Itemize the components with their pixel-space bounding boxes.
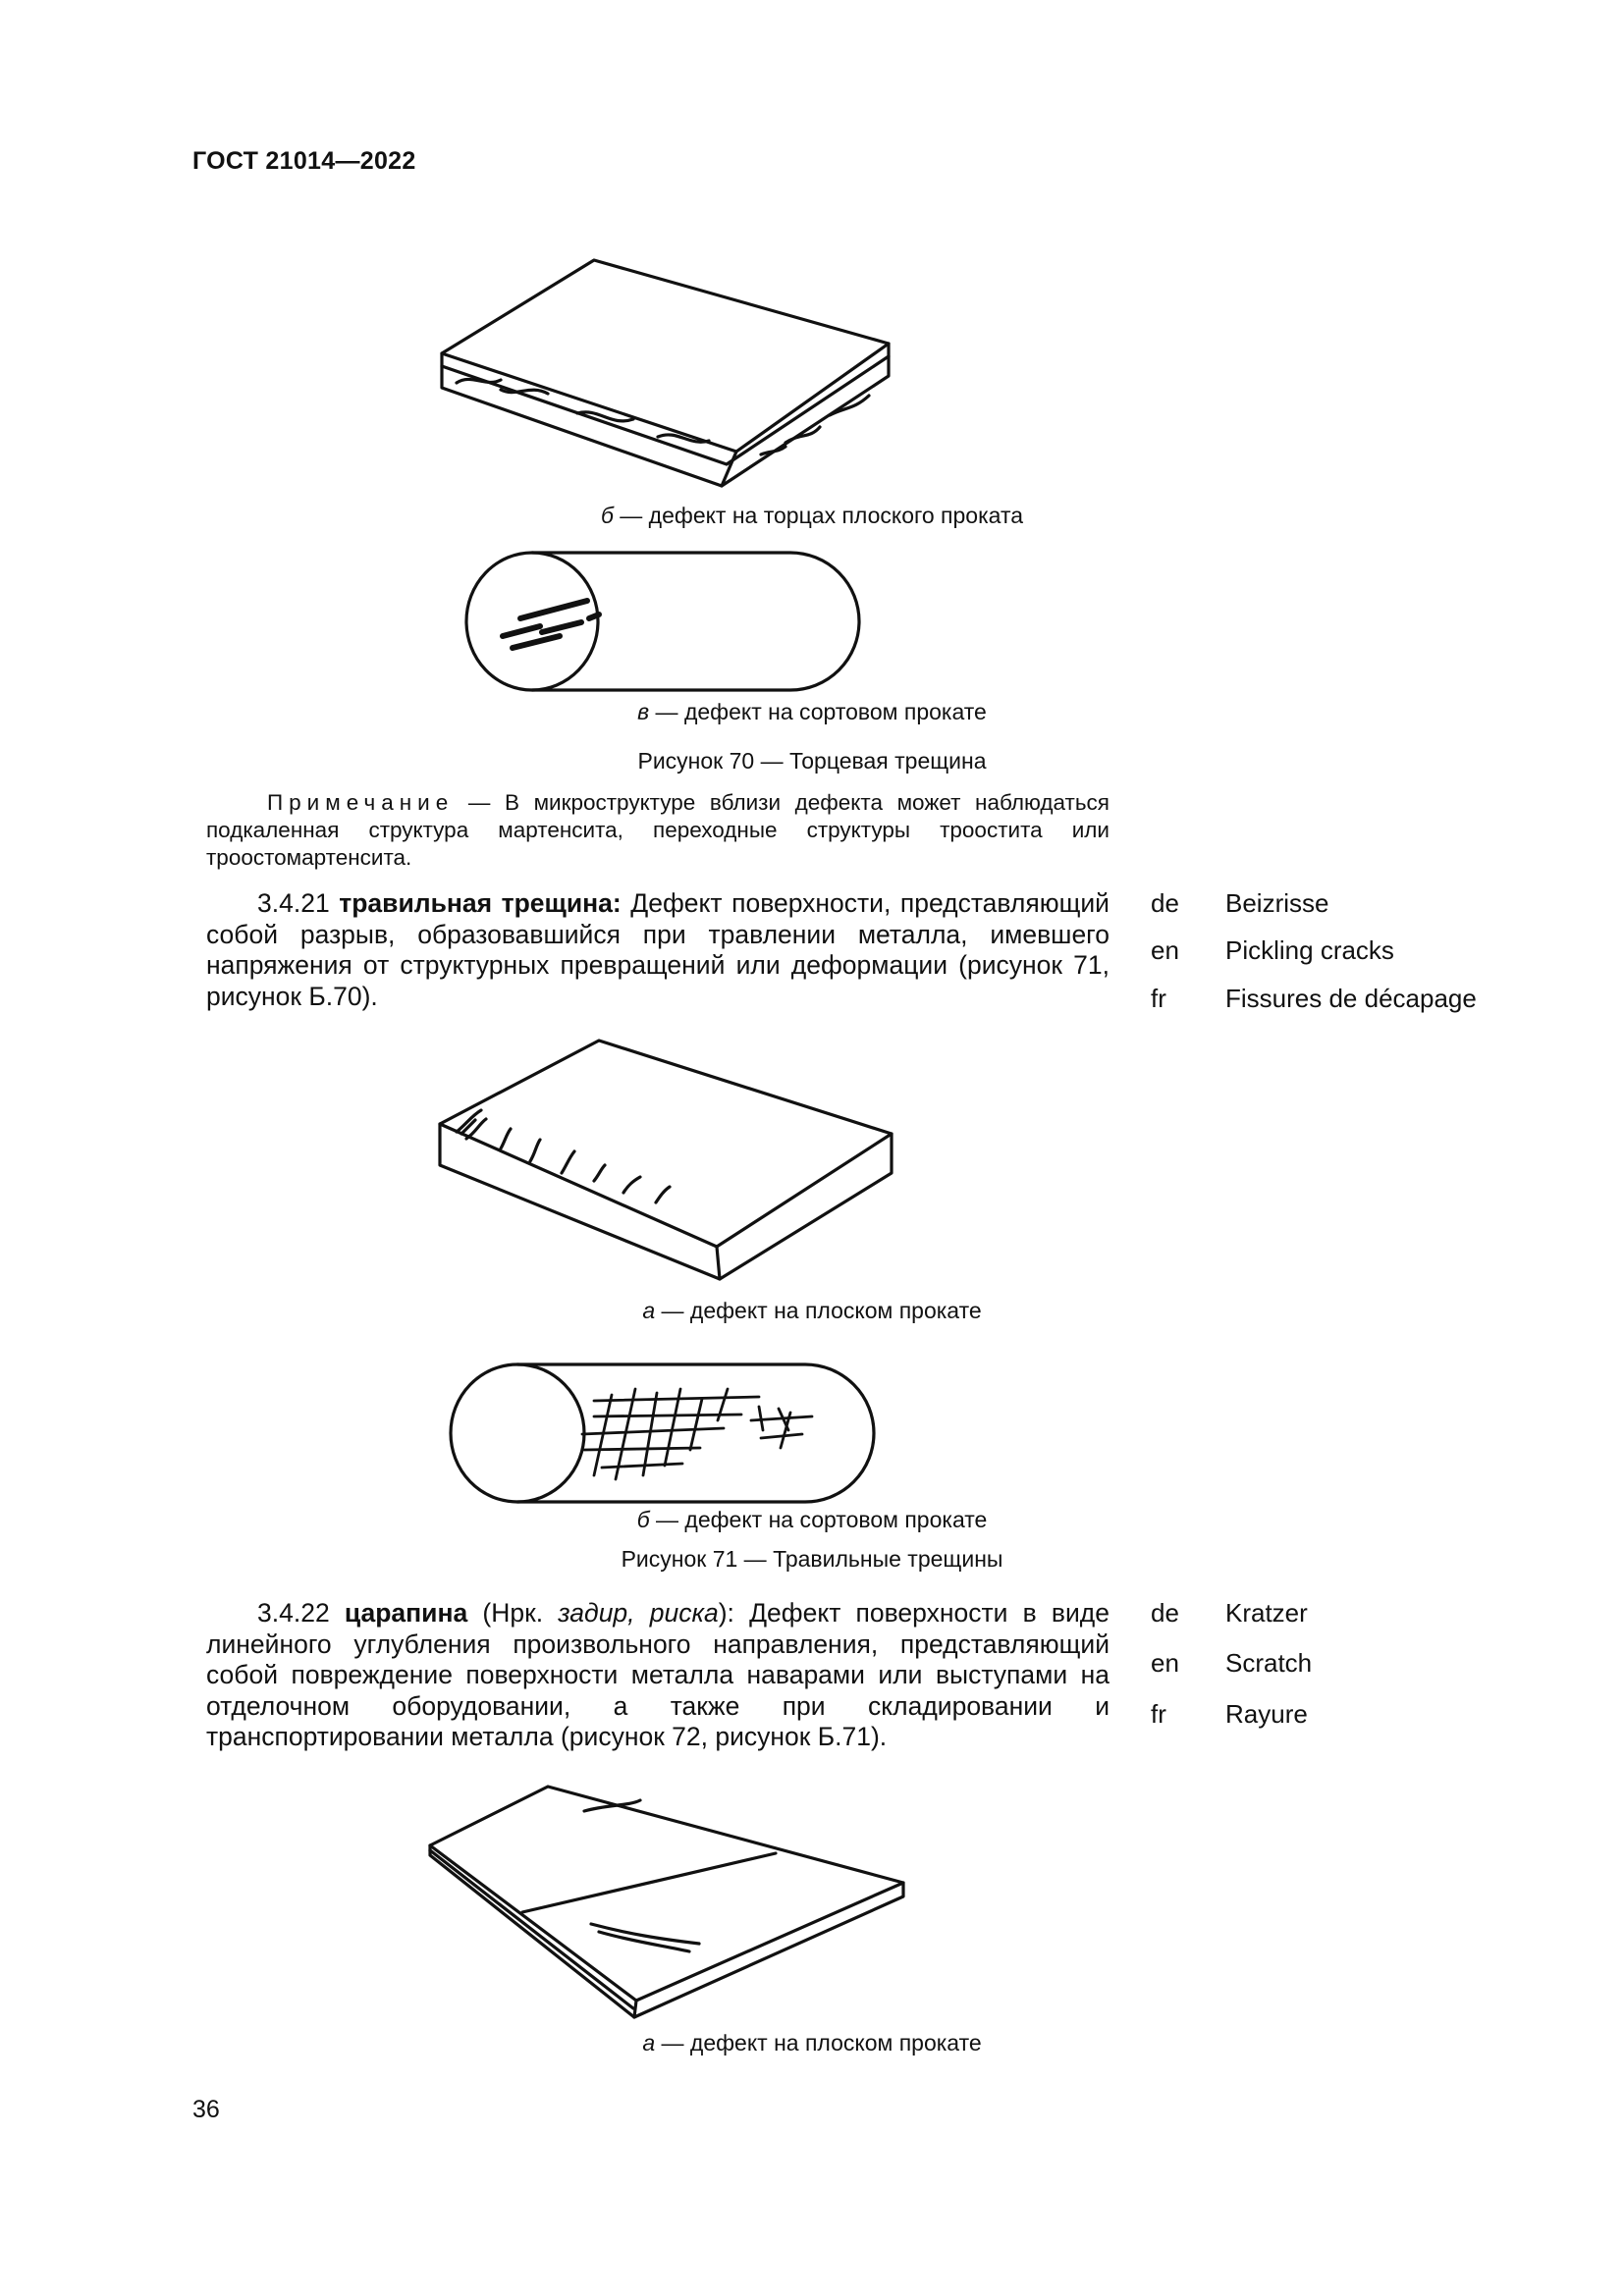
document-code-header: ГОСТ 21014—2022 bbox=[192, 147, 416, 175]
figure-72a-flat-plate-scratch-drawing bbox=[422, 1777, 913, 2022]
figure-71a-caption bbox=[0, 1298, 1624, 1324]
term-3-4-21-paragraph bbox=[206, 888, 1110, 1012]
translated-term: Rayure bbox=[1225, 1699, 1308, 1729]
caption-text: — дефект на торцах плоского проката bbox=[613, 503, 1024, 528]
figure-71a-flat-plate-cracks-drawing bbox=[432, 1036, 903, 1281]
language-code: en bbox=[1151, 1648, 1179, 1678]
term-number: 3.4.21 bbox=[257, 888, 330, 918]
language-code: de bbox=[1151, 888, 1179, 918]
figure-72a-caption bbox=[0, 2030, 1624, 2056]
language-code: fr bbox=[1151, 984, 1166, 1013]
translated-term: Kratzer bbox=[1225, 1598, 1308, 1628]
note-text: — В микроструктуре вблизи дефекта может наблюдаться подкаленная структура мартенсита, переходные структуры троостита или троостомартенсита. bbox=[206, 790, 1110, 870]
term-paren-open: (Нрк. bbox=[467, 1598, 559, 1628]
page-number: 36 bbox=[192, 2096, 220, 2123]
figure-71b-bar-crack-network-drawing bbox=[447, 1360, 879, 1507]
figure-70b-flat-plate-end-defect-drawing bbox=[432, 250, 923, 486]
caption-text: — дефект на сортовом прокате bbox=[649, 699, 987, 724]
language-code: de bbox=[1151, 1598, 1179, 1628]
note bbox=[206, 789, 1110, 872]
figure-71-title: Рисунок 71 — Травильные трещины bbox=[621, 1546, 1003, 1572]
figure-70-title: Рисунок 70 — Торцевая трещина bbox=[637, 748, 987, 774]
caption-text: — дефект на плоском прокате bbox=[655, 2030, 982, 2056]
term-definition: Дефект поверхности в виде линейного углубления произвольного направления, представляющий собой повреждение поверхности металла наварами или выступами на отделочном оборудовании, а также при складировании и транспортировании металла (рисунок 72, рисунок Б.71). bbox=[206, 1598, 1110, 1751]
caption-text: — дефект на сортовом прокате bbox=[649, 1507, 988, 1532]
language-code: fr bbox=[1151, 1699, 1166, 1729]
figure-70v-bar-end-defect-drawing bbox=[461, 550, 874, 697]
translated-term: Scratch bbox=[1225, 1648, 1313, 1678]
translated-term: Pickling cracks bbox=[1225, 935, 1394, 965]
term-synonyms: задир, риска bbox=[558, 1598, 719, 1628]
term-3-4-22-paragraph bbox=[206, 1598, 1110, 1753]
language-code: en bbox=[1151, 935, 1179, 965]
figure-70v-caption bbox=[0, 699, 1624, 725]
translated-term: Beizrisse bbox=[1225, 888, 1329, 918]
caption-letter: б bbox=[600, 503, 614, 528]
figure-71b-caption bbox=[0, 1507, 1624, 1533]
caption-letter: в bbox=[637, 699, 650, 724]
term-name: царапина bbox=[344, 1598, 468, 1628]
caption-letter: б bbox=[636, 1507, 650, 1532]
caption-text: — дефект на плоском прокате bbox=[655, 1298, 982, 1323]
term-definition: Дефект поверхности, представляющий собой разрыв, образовавшийся при травлении металла, имевшего напряжения от структурных превращений или деформации (рисунок 71, рисунок Б.70). bbox=[206, 888, 1110, 1011]
note-label: Примечание bbox=[267, 790, 455, 815]
figure-70b-caption bbox=[0, 503, 1624, 529]
caption-letter: а bbox=[642, 2030, 656, 2056]
term-name: травильная трещина: bbox=[339, 888, 622, 918]
term-number: 3.4.22 bbox=[257, 1598, 330, 1628]
term-paren-close: ): bbox=[718, 1598, 734, 1628]
translated-term: Fissures de décapage bbox=[1225, 984, 1477, 1013]
caption-letter: а bbox=[642, 1298, 656, 1323]
